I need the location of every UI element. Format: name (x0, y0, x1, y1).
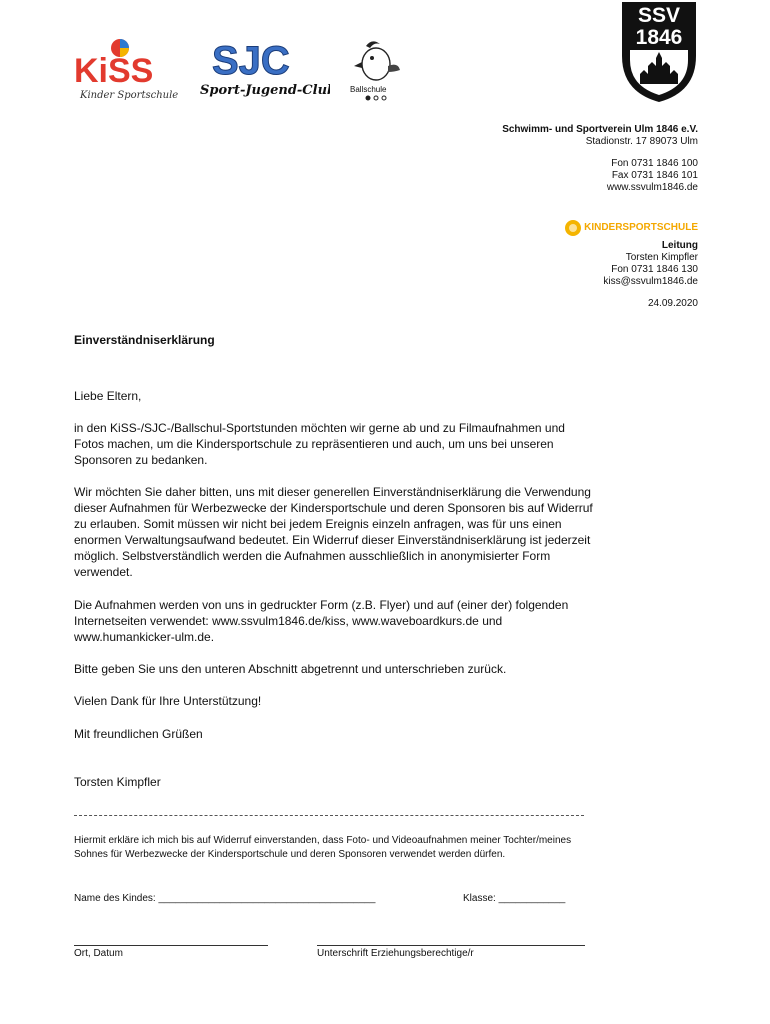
department-address (565, 220, 698, 310)
org-street: Stadionstr. 17 89073 Ulm (585, 136, 698, 147)
sender-address (502, 124, 698, 194)
kiss-logo-text: KiSS (74, 52, 154, 90)
letter-title: Einverständniserklärung (74, 333, 215, 347)
signature-label: Unterschrift Erziehungsberechtige/r (317, 948, 474, 959)
child-name-field[interactable] (74, 892, 375, 906)
org-web[interactable]: www.ssvulm1846.de (606, 182, 698, 193)
letter-paragraph-2: Wir möchten Sie daher bitten, uns mit dieser generellen Einverständniserklärung die Verwendung dieser Aufnahmen für Werbezwecke der Kindersportschule und deren Sponsoren bis auf Widerruf zu erlauben. Somit müssen wir nicht bei jedem Ereignis einzeln anfragen, was für uns einen enormen Verwaltungsaufwand bedeutet. Ein Widerruf dieser Einverständniserklärung ist jederzeit möglich. Selbstverständlich werden die Aufnahmen ausschließlich in anonymisierter Form verwendet. (74, 485, 593, 579)
ballschule-logo (346, 36, 404, 102)
letter-paragraph-4: Bitte geben Sie uns den unteren Abschnitt abgetrennt und unterschrieben zurück. (74, 662, 507, 676)
kiss-logo-subtitle: Kinder Sportschule (80, 90, 179, 101)
child-name-line[interactable]: _______________________________________ (158, 893, 376, 904)
org-name: Schwimm- und Sportverein Ulm 1846 e.V. (502, 124, 698, 135)
sjc-logo-text: SJC (212, 39, 290, 83)
kindersportschule-badge: KINDERSPORTSCHULE (565, 220, 698, 236)
dept-person: Torsten Kimpfler (625, 252, 698, 263)
ssv-logo (618, 0, 700, 104)
signature-line[interactable] (317, 945, 585, 946)
class-field[interactable] (463, 892, 565, 906)
place-date-label: Ort, Datum (74, 948, 123, 959)
place-date-line[interactable] (74, 945, 268, 946)
dept-role: Leitung (661, 240, 698, 251)
kiss-logo (72, 38, 192, 104)
letter-closing: Mit freundlichen Grüßen (74, 727, 203, 741)
org-fax: Fax 0731 1846 101 (611, 170, 698, 181)
class-line[interactable]: ____________ (498, 893, 566, 904)
letter-date: 24.09.2020 (647, 298, 698, 309)
dept-email[interactable]: kiss@ssvulm1846.de (603, 276, 698, 287)
kindersportschule-icon (565, 220, 581, 236)
cut-line (74, 815, 584, 816)
dept-fon: Fon 0731 1846 130 (611, 264, 698, 275)
letter-paragraph-5: Vielen Dank für Ihre Unterstützung! (74, 694, 262, 708)
ssv-logo-line1: SSV (637, 4, 681, 27)
sjc-logo-subtitle: Sport-Jugend-Club (200, 83, 330, 98)
letter-paragraph-3: Die Aufnahmen werden von uns in gedruckter Form (z.B. Flyer) und auf (einer der) folgenden Internetseiten verwendet: www.ssvulm1846.de/kiss, www.waveboardkurs.de und www.humankicker-ulm.de. (74, 598, 569, 644)
sjc-logo (198, 36, 330, 102)
org-fon: Fon 0731 1846 100 (611, 158, 698, 169)
ballschule-logo-text: Ballschule (350, 85, 387, 94)
class-label: Klasse: (463, 893, 496, 904)
letter-signature-name: Torsten Kimpfler (74, 775, 161, 789)
child-name-label: Name des Kindes: (74, 893, 156, 904)
letter-greeting: Liebe Eltern, (74, 389, 142, 403)
ssv-logo-line2: 1846 (635, 26, 683, 49)
letter-paragraph-1: in den KiSS-/SJC-/Ballschul-Sportstunden möchten wir gerne ab und zu Filmaufnahmen und Fotos machen, um die Kindersportschule zu repräsentieren und auch, um uns bei unseren Sponsoren zu bedanken. (74, 421, 565, 467)
consent-text: Hiermit erkläre ich mich bis auf Widerruf einverstanden, dass Foto- und Videoaufnahmen meiner Tochter/meines Sohnes für Werbezwecke der Kindersportschule und deren Sponsoren verwendet werden dürfen. (74, 835, 572, 860)
